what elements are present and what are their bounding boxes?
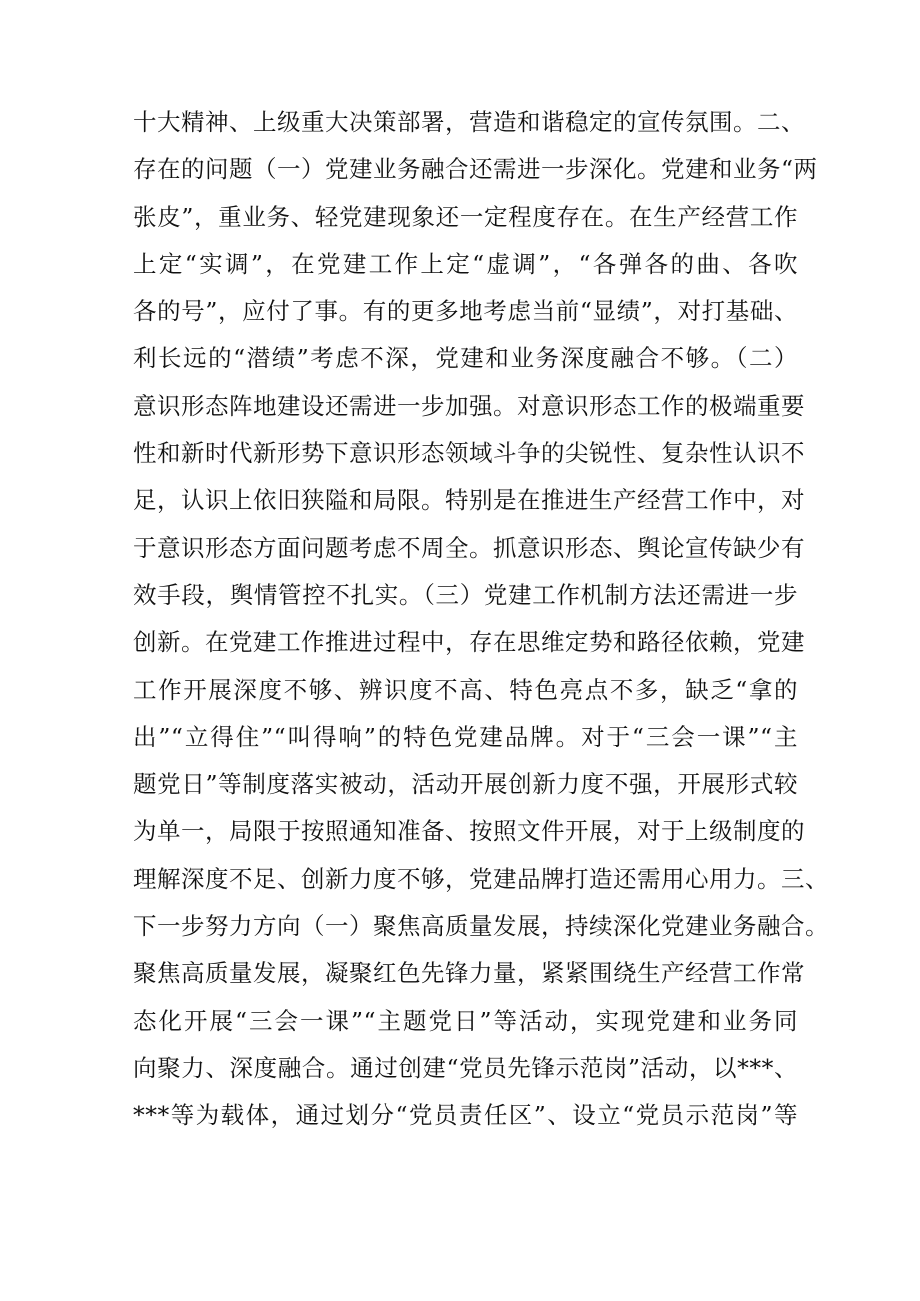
text-line: 出”“立得住”“叫得响”的特色党建品牌。对于“三会一课”“主 xyxy=(133,722,798,751)
text-line: 效手段，舆情管控不扎实。（三）党建工作机制方法还需进一步 xyxy=(133,580,798,609)
text-line: 意识形态阵地建设还需进一步加强。对意识形态工作的极端重要 xyxy=(133,391,805,420)
text-line: 创新。在党建工作推进过程中，存在思维定势和路径依赖，党建 xyxy=(133,628,805,657)
text-line: 足，认识上依旧狭隘和局限。特别是在推进生产经营工作中，对 xyxy=(133,486,805,515)
text-line: 各的号”，应付了事。有的更多地考虑当前“显绩”，对打基础、 xyxy=(133,297,798,326)
text-line: 题党日”等制度落实被动，活动开展创新力度不强，开展形式较 xyxy=(133,770,798,799)
text-line: 聚焦高质量发展，凝聚红色先锋力量，紧紧围绕生产经营工作常 xyxy=(133,959,805,988)
text-line: 十大精神、上级重大决策部署，营造和谐稳定的宣传氛围。二、 xyxy=(133,108,805,136)
text-line: ***等为载体，通过划分“党员责任区”、设立“党员示范岗”等 xyxy=(133,1101,798,1130)
text-line: 态化开展“三会一课”“主题党日”等活动，实现党建和业务同 xyxy=(133,1006,798,1035)
text-line: 理解深度不足、创新力度不够，党建品牌打造还需用心用力。三、 xyxy=(133,864,829,893)
text-line: 为单一，局限于按照通知准备、按照文件开展，对于上级制度的 xyxy=(133,817,805,846)
text-line: 张皮”，重业务、轻党建现象还一定程度存在。在生产经营工作 xyxy=(133,202,798,231)
text-line: 利长远的“潜绩”考虑不深，党建和业务深度融合不够。（二） xyxy=(133,344,798,373)
text-line: 于意识形态方面问题考虑不周全。抓意识形态、舆论宣传缺少有 xyxy=(133,533,805,562)
text-line: 上定“实调”，在党建工作上定“虚调”，“各弹各的曲、各吹 xyxy=(133,249,798,278)
document-body xyxy=(133,99,829,1140)
text-line: 下一步努力方向（一）聚焦高质量发展，持续深化党建业务融合。 xyxy=(133,912,829,941)
text-line: 存在的问题（一）党建业务融合还需进一步深化。党建和业务“两 xyxy=(133,155,818,184)
text-line: 向聚力、深度融合。通过创建“党员先锋示范岗”活动，以***、 xyxy=(133,1053,798,1082)
text-line: 工作开展深度不够、辨识度不高、特色亮点不多，缺乏“拿的 xyxy=(133,675,798,704)
text-line: 性和新时代新形势下意识形态领域斗争的尖锐性、复杂性认识不 xyxy=(133,439,805,468)
